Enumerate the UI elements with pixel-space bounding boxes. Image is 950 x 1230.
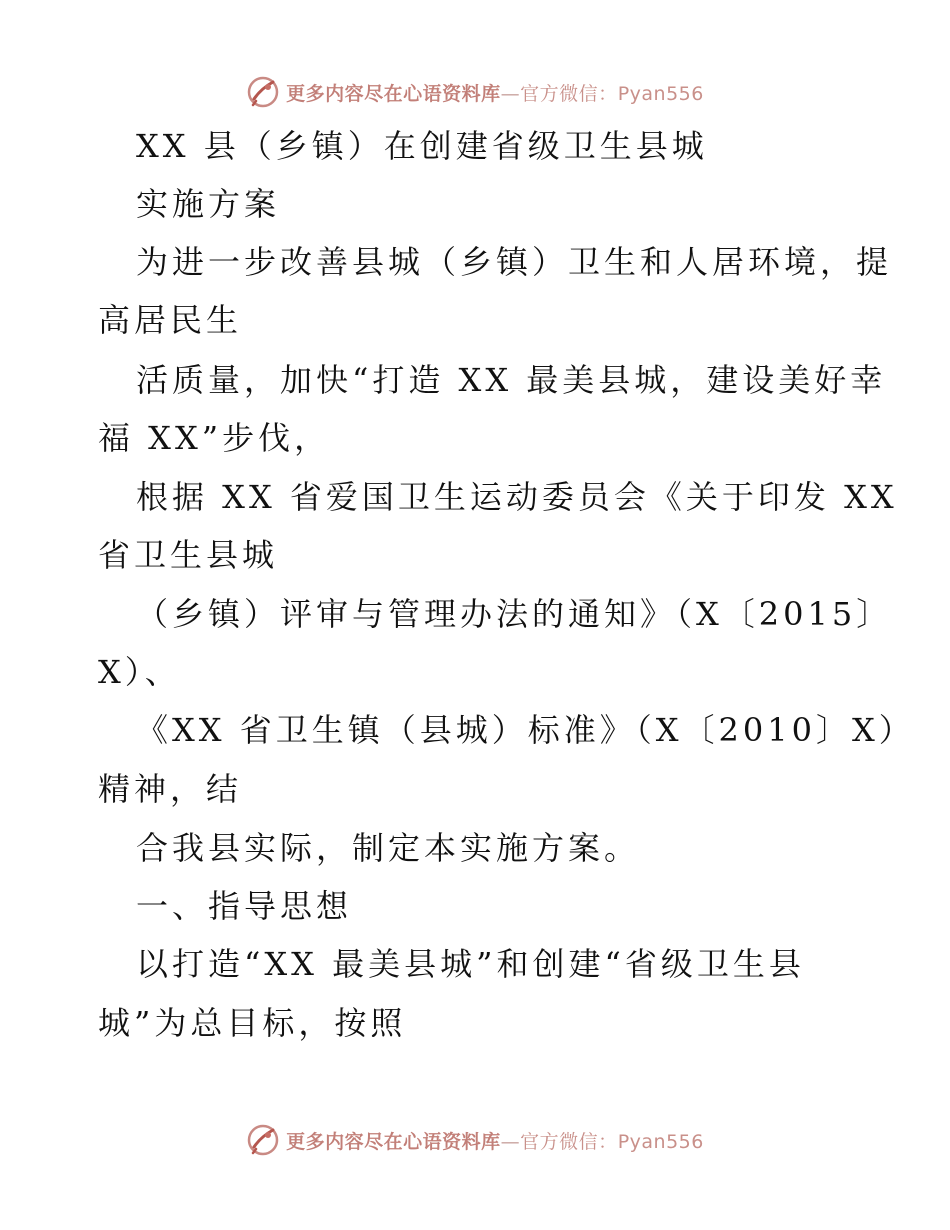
paragraph-line: 活质量，加快“打造 XX 最美县城，建设美好幸	[136, 361, 887, 399]
paragraph-line: X）、	[98, 653, 181, 691]
paragraph-line: 精神，结	[98, 770, 243, 808]
section-heading: 一、指导思想	[136, 887, 353, 925]
document-subtitle: 实施方案	[136, 185, 281, 223]
watermark-main-text: 更多内容尽在心语资料库	[286, 1130, 501, 1153]
brush-logo-icon	[246, 1123, 280, 1157]
paragraph-line: 《XX 省卫生镇（县城）标准》（X〔2010〕X）	[136, 711, 915, 749]
watermark-id: Pyan556	[617, 82, 704, 105]
paragraph-line: 福 XX”步伐，	[98, 419, 331, 457]
watermark-main-text: 更多内容尽在心语资料库	[286, 82, 501, 105]
watermark-official-label: 官方微信：	[520, 82, 618, 105]
watermark-text	[286, 1127, 704, 1154]
paragraph-line: 根据 XX 省爱国卫生运动委员会《关于印发 XX	[136, 478, 898, 516]
watermark-separator: —	[500, 1130, 521, 1153]
watermark-id: Pyan556	[617, 1130, 704, 1153]
paragraph-line: 高居民生	[98, 301, 243, 339]
watermark-official-label: 官方微信：	[520, 1130, 618, 1153]
paragraph-line: 以打造“XX 最美县城”和创建“省级卫生县	[136, 945, 805, 983]
paragraph-line: （乡镇）评审与管理办法的通知》（X〔2015〕	[136, 595, 893, 633]
document-title: XX 县（乡镇）在创建省级卫生县城	[136, 127, 708, 165]
paragraph-line: 省卫生县城	[98, 536, 279, 574]
paragraph-line: 为进一步改善县城（乡镇）卫生和人居环境，提	[136, 243, 893, 281]
paragraph-line: 合我县实际，制定本实施方案。	[136, 829, 641, 867]
watermark-separator: —	[500, 82, 521, 105]
paragraph-line: 城”为总目标，按照	[98, 1004, 407, 1042]
watermark-bottom	[0, 1120, 950, 1160]
